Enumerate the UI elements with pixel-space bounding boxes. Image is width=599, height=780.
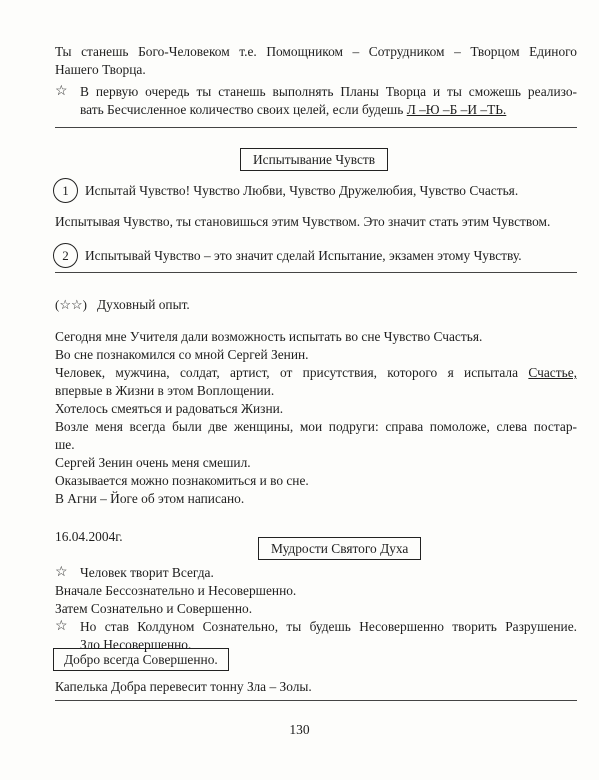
experience-line-6: Возле меня всегда были две женщины, мои подруги: справа помоложе, слева постар- <box>55 419 577 434</box>
wisdom-star-line-1: Человек творит Всегда. <box>80 565 214 580</box>
feelings-item-2: Испытывай Чувство – это значит сделай Испытание, экзамен этому Чувству. <box>85 248 522 263</box>
page-number: 130 <box>289 722 310 737</box>
feelings-paragraph: Испытывая Чувство, ты становишься этим Чувством. Это значит стать этим Чувством. <box>55 214 551 229</box>
divider <box>55 127 577 128</box>
experience-line-5: Хотелось смеяться и радоваться Жизни. <box>55 401 284 416</box>
feelings-item-1: Испытай Чувство! Чувство Любви, Чувство Дружелюбия, Чувство Счастья. <box>85 183 519 198</box>
divider <box>55 272 577 273</box>
intro-star-line-1: В первую очередь ты станешь выполнять Планы Творца и ты сможешь реализо- <box>80 84 577 99</box>
experience-line-3-text: Человек, мужчина, солдат, артист, от присутствия, которого я испытала <box>55 365 529 380</box>
number-circle-1: 1 <box>53 178 78 203</box>
experience-heading: Духовный опыт. <box>97 297 190 312</box>
entry-date: 16.04.2004г. <box>55 529 123 544</box>
wisdom-line-2: Вначале Бессознательно и Несовершенно. <box>55 583 297 598</box>
section-title-wisdom: Мудрости Святого Духа <box>258 537 421 560</box>
experience-line-9: Оказывается можно познакомиться и во сне. <box>55 473 309 488</box>
intro-line-2: Нашего Творца. <box>55 62 146 77</box>
number-circle-2: 2 <box>53 243 78 268</box>
experience-line-3 <box>55 364 577 381</box>
wisdom-last-line: Капелька Добра перевесит тонну Зла – Золы. <box>55 679 312 694</box>
intro-star-line-2-text: вать Бесчисленное количество своих целей, если будешь <box>80 102 407 117</box>
love-underlined-word: Л –Ю –Б –И –ТЬ. <box>406 102 507 117</box>
experience-line-2: Во сне познакомился со мной Сергей Зенин. <box>55 347 309 362</box>
boxed-goodness-statement: Добро всегда Совершенно. <box>53 648 229 671</box>
wisdom-star-line-2a: Но став Колдуном Сознательно, ты будешь Несовершенно творить Разрушение. <box>80 619 577 634</box>
experience-line-7: ше. <box>55 437 75 452</box>
experience-line-4: впервые в Жизни в этом Воплощении. <box>55 383 275 398</box>
divider <box>55 700 577 701</box>
wisdom-star-line-2b: Зло Несовершенно. <box>80 637 192 652</box>
experience-line-10: В Агни – Йоге об этом написано. <box>55 491 245 506</box>
intro-star-line-2 <box>80 101 506 118</box>
intro-line-1: Ты станешь Бого-Человеком т.е. Помощником – Сотрудником – Творцом Единого <box>55 44 577 59</box>
happiness-underlined-word: Счастье, <box>528 365 577 380</box>
star-icon: ☆ <box>55 619 68 634</box>
experience-line-8: Сергей Зенин очень меня смешил. <box>55 455 251 470</box>
star-icon: ☆ <box>55 84 68 99</box>
experience-line-1: Сегодня мне Учителя дали возможность испытать во сне Чувство Счастья. <box>55 329 483 344</box>
wisdom-line-3: Затем Сознательно и Совершенно. <box>55 601 253 616</box>
star-icon: ☆ <box>55 565 68 580</box>
double-star-icon: (☆☆) <box>55 297 87 312</box>
section-title-feelings: Испытывание Чувств <box>240 148 388 171</box>
